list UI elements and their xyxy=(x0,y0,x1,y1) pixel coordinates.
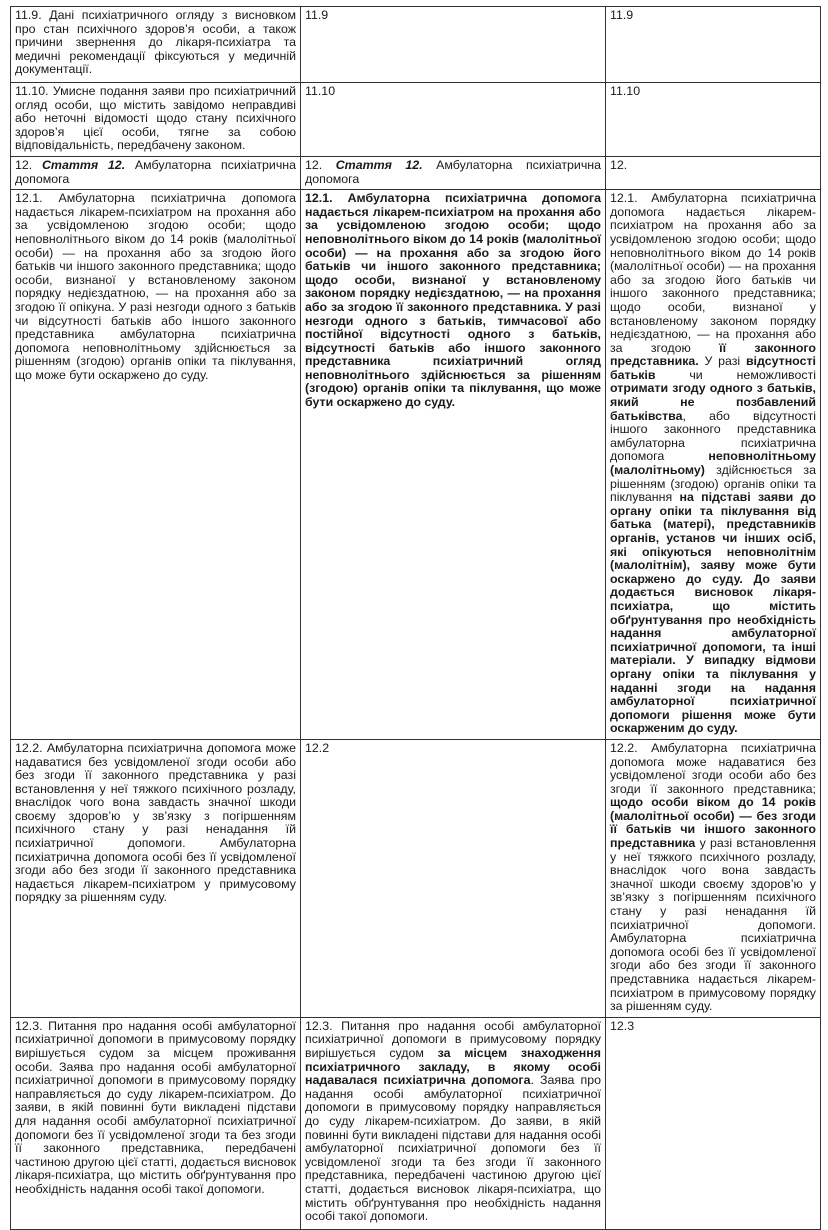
cell-committee-proposal xyxy=(606,190,821,740)
cell-text-segment: Амбулаторна психіатрична допомога xyxy=(15,157,297,186)
cell-committee-proposal xyxy=(606,7,821,83)
amended-text-bold: 12.1. Амбулаторна психіатрична допомога надається лікарем-психіатром на прохання або за усвідомленою згодою особи; щодо неповнолітнього віком до 14 років (малолітньої особи) — на прохання або за згодою його батьків чи іншого законного представника; щодо особи, визнаної у встановленому законом порядку недієздатною, — на прохання або за згодою її законного представника. У разі незгоди одного з батьків, тимчасової або постійної відсутності одного з батьків, відсутності батьків або іншого законного представника психіатричний огляд неповнолітнього здійснюється за рішенням (згодою) органів опіки та піклування, що може бути оскаржено до суду. xyxy=(305,191,601,410)
amended-text-bold: щодо особи віком до 14 років (малолітньої особи) — без згоди її батьків чи іншого законного представника xyxy=(610,795,816,851)
table-row xyxy=(11,83,821,157)
cell-text-segment: 12.2 xyxy=(305,740,330,755)
table-row xyxy=(11,156,821,189)
cell-text-segment: 11.10 xyxy=(610,84,641,98)
cell-text-segment: 12. xyxy=(610,157,628,172)
article-heading: Стаття 12. xyxy=(335,157,423,172)
cell-text-segment: 12.2. Амбулаторна психіатрична допомога може надаватися без усвідомленої згоди особи або без згоди її законного представника; xyxy=(610,740,816,796)
cell-proposed-draft xyxy=(301,156,606,189)
cell-text-segment: 12.3 xyxy=(610,1018,635,1033)
cell-text-segment: чи неможливості xyxy=(655,367,816,382)
amended-text-bold: отримати згоду одного з батьків, який не позбавлений батьківства xyxy=(610,381,816,423)
amended-text-bold: за місцем знаходження психіатричного закладу, в якому особі надавалася психіатрична допомога xyxy=(305,1045,601,1088)
cell-text-segment: у разі встановлення у неї тяжкого психічного розладу, внаслідок чого вона завдасть значної шкоди своєму здоров’ю у зв’язку з погіршенням психічного стану у разі ненадання їй психіатричної допомоги. Амбулаторна психіатрична допомога особі без її усвідомленої згоди або без згоди її законного представника надається лікарем-психіатром в примусовому порядку за рішенням суду. xyxy=(610,836,816,1014)
table-row xyxy=(11,739,821,1017)
cell-proposed-draft xyxy=(301,1017,606,1229)
cell-text-segment: 12. xyxy=(15,157,42,172)
cell-text-segment: , або відсутності іншого законного представника амбулаторна психіатрична допомога xyxy=(610,408,816,464)
cell-text-segment: 12.2. Амбулаторна психіатрична допомога може надаватися без усвідомленої згоди особи або без згоди її законного представника у разі встановлення у неї тяжкого психічного розладу, внаслідок чого вона завдасть значної шкоди своєму здоров’ю у зв’язку з погіршенням психічного стану у разі ненадання їй психіатричної допомоги. Амбулаторна психіатрична допомога особі без її усвідомленої згоди або без згоди її законного представника надається лікарем-психіатром у примусовому порядку за рішенням суду. xyxy=(15,740,296,905)
table-row xyxy=(11,7,821,83)
table-row xyxy=(11,190,821,740)
cell-current-law xyxy=(11,1017,301,1229)
cell-committee-proposal xyxy=(606,156,821,189)
cell-committee-proposal xyxy=(606,83,821,157)
cell-text-segment: 11.9. Дані психіатричного огляду з висновком про стан психічного здоров’я особи, а також причини звернення до лікаря-психіатра та медичні рекомендації фіксуються у медичній документації. xyxy=(15,8,296,77)
cell-proposed-draft xyxy=(301,83,606,157)
cell-text-segment: 12.3. Питання про надання особі амбулаторної психіатричної допомоги в примусовому порядку вирішується судом xyxy=(305,1018,601,1060)
cell-text-segment: . Заява про надання особі амбулаторної психіатричної допомоги в примусовому порядку направляється до суду лікарем-психіатром. До заяви, в якій повинні бути викладені підстави для надання особі амбулаторної психіатричної допомоги без її усвідомленої згоди та без згоди її законного представника, передбачені частиною другою цієї статті, додається висновок лікаря-психіатра, що містить обґрунтування про необхідність надання особі такої допомоги. xyxy=(305,1073,601,1224)
comparison-table-body xyxy=(11,7,821,1230)
cell-text-segment: У разі xyxy=(698,354,746,369)
cell-text-segment: 11.9 xyxy=(305,8,329,22)
cell-current-law xyxy=(11,190,301,740)
cell-text-segment: 12.1. Амбулаторна психіатрична допомога надається лікарем-психіатром на прохання або за усвідомленою згодою особи; щодо неповнолітнього віком до 14 років (малолітньої особи) — на прохання або за згодою його батьків чи іншого законного представника; щодо особи, визнаної у встановленому законом порядку недієздатною, — на прохання або за згодою xyxy=(610,191,816,355)
amended-text-bold: її законного представника. xyxy=(610,340,817,369)
amended-text-bold: на підставі заяви до органу опіки та піклування від батька (матері), представників органів, установ чи інших осіб, які опікуються неповнолітнім (малолітнім), заяву може бути оскаржено до суду. До заяви додається висновок лікаря-психіатра, що містить обґрунтування про необхідність надання амбулаторної психіатричної допомоги, та інші матеріали. У випадку відмови органу опіки та піклування у наданні згоди на надання амбулаторної психіатричної допомоги рішення може бути оскарженим до суду. xyxy=(610,490,817,736)
cell-text-segment: 12.3. Питання про надання особі амбулаторної психіатричної допомоги в примусовому порядку вирішується судом за місцем проживання особи. Заява про надання особі амбулаторної психіатричної допомоги в примусовому порядку направляється до суду лікарем-психіатром. До заяви, в якій повинні бути викладені підстави для надання особі амбулаторної психіатричної допомоги без її усвідомленої згоди та без згоди її законного представника, передбачені частиною другою цієї статті, додається висновок лікаря-психіатра, що містить обґрунтування про необхідність надання особі такої допомоги. xyxy=(15,1018,296,1196)
amended-text-bold: відсутності батьків xyxy=(610,354,816,382)
cell-committee-proposal xyxy=(606,739,821,1017)
cell-current-law xyxy=(11,7,301,83)
amended-text-bold: неповнолітньому (малолітньому) xyxy=(610,449,816,478)
cell-text-segment: 12. xyxy=(305,157,336,172)
table-row xyxy=(11,1017,821,1229)
cell-current-law xyxy=(11,83,301,157)
cell-proposed-draft xyxy=(301,190,606,740)
cell-current-law xyxy=(11,156,301,189)
cell-proposed-draft xyxy=(301,7,606,83)
cell-text-segment: 11.10. Умисне подання заяви про психіатричний огляд особи, що містить завідомо неправдиві або неточні відомості щодо стану психічного здоров’я цієї особи, тягне за собою відповідальність, передбачену законом. xyxy=(15,84,296,153)
cell-text-segment: здійснюється за рішенням (згодою) органів опіки та піклування xyxy=(610,463,816,505)
article-heading: Стаття 12. xyxy=(41,157,126,172)
cell-text-segment: 11.10 xyxy=(305,84,336,98)
cell-text-segment: 11.9 xyxy=(610,8,634,22)
comparison-table xyxy=(10,6,821,1230)
cell-text-segment: Амбулаторна психіатрична допомога xyxy=(305,157,602,186)
cell-text-segment: 12.1. Амбулаторна психіатрична допомога надається лікарем-психіатром на прохання або за усвідомленою згодою особи; щодо неповнолітнього віком до 14 років (малолітньої особи) — на прохання або за згодою його батьків чи іншого законного представника; щодо особи, визнаної у встановленому законом порядку недієздатною, — на прохання або за згодою її опікуна. У разі незгоди одного з батьків чи відсутності батьків або іншого законного представника амбулаторна психіатрична допомога неповнолітньому здійснюється за рішенням (згодою) органів опіки та піклування, що може бути оскаржено до суду. xyxy=(15,191,296,382)
cell-committee-proposal xyxy=(606,1017,821,1229)
cell-current-law xyxy=(11,739,301,1017)
cell-proposed-draft xyxy=(301,739,606,1017)
